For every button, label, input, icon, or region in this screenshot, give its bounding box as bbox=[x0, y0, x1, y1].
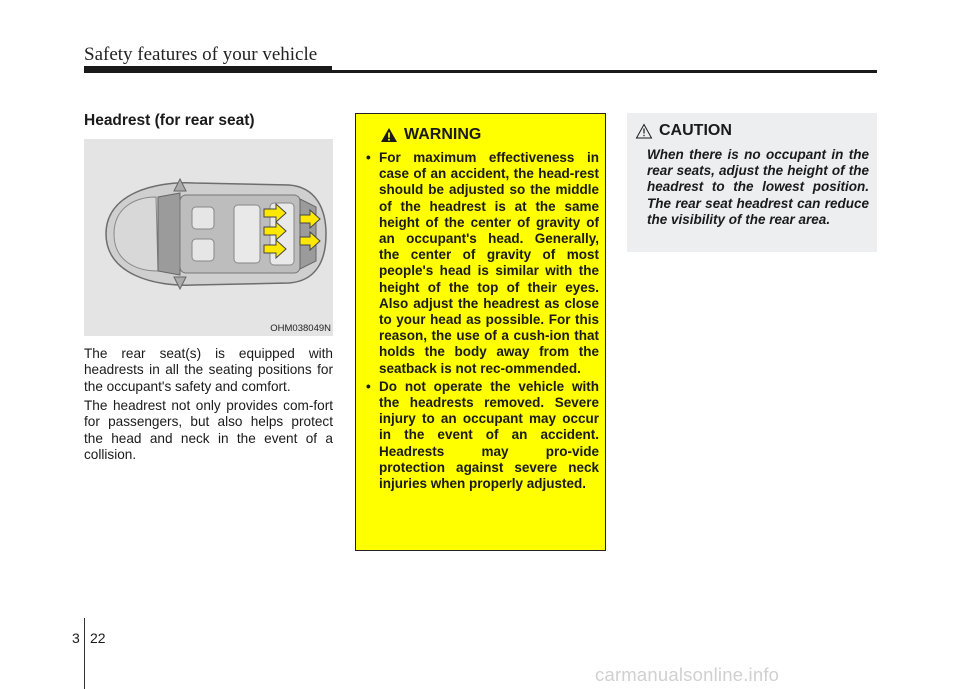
page-number: 22 bbox=[90, 630, 106, 646]
figure-code: OHM038049N bbox=[270, 323, 331, 334]
header-rule bbox=[84, 70, 877, 73]
caution-triangle-icon bbox=[635, 123, 653, 139]
watermark: carmanualsonline.info bbox=[595, 664, 780, 685]
bullet: • bbox=[366, 150, 371, 165]
body-paragraph-1: The rear seat(s) is equipped with headrests in all the seating positions for the occupant's safety and comfort. bbox=[84, 346, 333, 394]
car-top-view-illustration bbox=[84, 139, 333, 336]
section-title: Headrest (for rear seat) bbox=[84, 112, 255, 129]
caution-box bbox=[627, 113, 877, 252]
bullet: • bbox=[366, 378, 371, 394]
warning-item bbox=[366, 150, 599, 377]
body-paragraph-2: The headrest not only provides com-fort for passengers, but also helps protect the head and neck in the event of a collision. bbox=[84, 398, 333, 462]
warning-item bbox=[366, 379, 599, 492]
page-header-title: Safety features of your vehicle bbox=[84, 44, 318, 65]
caution-text: When there is no occupant in the rear seats, adjust the height of the headrest to the lowest position. The rear seat headrest can reduce the visibility of the rear area. bbox=[647, 147, 869, 227]
footer-divider bbox=[84, 618, 85, 689]
chapter-number: 3 bbox=[72, 630, 80, 646]
car-headrest-figure bbox=[84, 139, 333, 336]
warning-header bbox=[380, 126, 481, 144]
warning-list bbox=[366, 150, 599, 494]
caution-header bbox=[635, 122, 732, 140]
caution-title: CAUTION bbox=[659, 122, 732, 139]
warning-title: WARNING bbox=[404, 126, 482, 143]
warning-box bbox=[355, 113, 606, 551]
warning-triangle-icon bbox=[380, 127, 398, 143]
warning-item-text: Do not operate the vehicle with the headrests removed. Severe injury to an occupant may occur in the event of an accident. Headrests may pro-vide protection against severe neck injuries when properly adjusted. bbox=[379, 378, 599, 492]
warning-item-text: For maximum effectiveness in case of an accident, the head-rest should be adjusted so the middle of the headrest is at the same height of the center of gravity of an occupant's head. Generally, the center of gravity of most people's head is similar with the height of the top of their eyes. Also adjust the headrest as close to your head as possible. For this reason, the use of a cush-ion that holds the body away from the seatback is not rec-ommended. bbox=[379, 150, 599, 376]
